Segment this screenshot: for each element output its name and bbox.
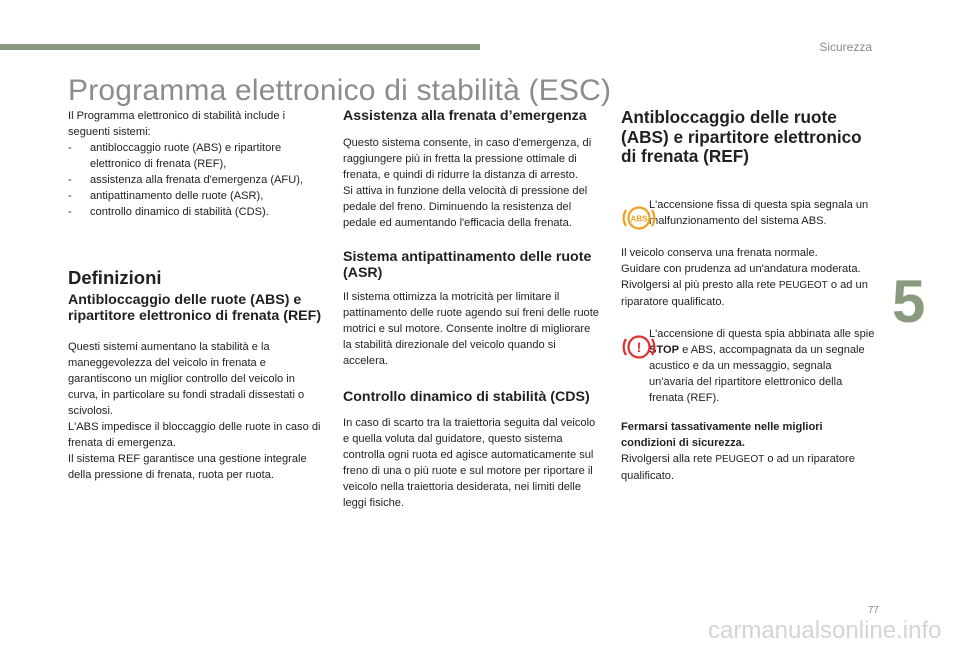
abs-lamp-row xyxy=(621,197,879,229)
normal-braking-text: Il veicolo conserva una frenata normale. xyxy=(621,246,818,259)
page-number: 77 xyxy=(867,605,879,616)
afu-heading: Assistenza alla frenata d’emergenza xyxy=(343,108,587,124)
ref-paragraph: Il sistema REF garantisce una gestione integrale della pressione di frenata, ruota per ruota. xyxy=(68,453,307,481)
list-item: - antipattinamento delle ruote (ASR), xyxy=(68,190,264,202)
cds-heading: Controllo dinamico di stabilità (CDS) xyxy=(343,389,590,405)
svg-text:ABS: ABS xyxy=(630,214,648,223)
list-item: - assistenza alla frenata d'emergenza (AFU), xyxy=(68,174,303,186)
afu-paragraph: Questo sistema consente, in caso d'emergenza, di raggiungere più in fretta la pressione ottimale di frenata, e quindi di ridurre la distanza di arresto. xyxy=(343,137,592,181)
definitions-heading: Definizioni xyxy=(68,267,162,288)
list-item: - antibloccaggio ruote (ABS) e ripartitore elettronico di frenata (REF), xyxy=(68,142,282,170)
page-title: Programma elettronico di stabilità (ESC) xyxy=(68,74,612,107)
cds-paragraph: In caso di scarto tra la traiettoria seguita dal veicolo e quella voluta dal guidatore, questo sistema controlla ogni ruota ed agisce automaticamente sul freno di una o più ruote e sul motore per riportare il veicolo nella traiettoria desiderata, nei limiti delle leggi fisiche. xyxy=(343,417,596,509)
afu-paragraph: Si attiva in funzione della velocità di pressione del pedale del freno. Diminuendo la resistenza del pedale ed aumentando l'efficacia della frenata. xyxy=(343,185,588,229)
chapter-number: 5 xyxy=(892,268,926,335)
abs-warning-lamp-icon xyxy=(621,201,657,235)
asr-heading: Sistema antipattinamento delle ruote (ASR) xyxy=(343,249,592,281)
abs-lamp-text: L'accensione fissa di questa spia segnala un malfunzionamento del sistema ABS. xyxy=(649,198,869,227)
list-item: - controllo dinamico di stabilità (CDS). xyxy=(68,206,269,218)
brand-name: PEUGEOT xyxy=(715,453,765,465)
alert-warning-lamp-icon xyxy=(621,330,657,364)
ref-lamp-text: L'accensione di questa spia abbinata alle spie STOP e ABS, accompagnata da un segnale acustico e da un messaggio, segnala un'avaria del ripartitore elettronico della frenata (REF). xyxy=(649,327,875,404)
contact-dealer-text: Rivolgersi alla rete PEUGEOT o ad un riparatore qualificato. xyxy=(621,452,855,482)
abs-paragraph: L'ABS impedisce il bloccaggio delle ruote in caso di frenata di emergenza. xyxy=(68,421,321,449)
contact-dealer-text: Rivolgersi al più presto alla rete PEUGEOT o ad un riparatore qualificato. xyxy=(621,278,868,308)
drive-carefully-text: Guidare con prudenza ad un'andatura moderata. xyxy=(621,262,861,275)
section-label: Sicurezza xyxy=(819,40,872,54)
column-3 xyxy=(621,108,879,484)
column-1 xyxy=(68,108,326,483)
abs-ref-heading: Antibloccaggio delle ruote (ABS) e ripartitore elettronico di frenata (REF) xyxy=(621,107,862,166)
systems-list xyxy=(68,140,326,220)
brand-name: PEUGEOT xyxy=(778,279,828,291)
svg-text:!: ! xyxy=(636,338,642,355)
alert-lamp-row xyxy=(621,326,879,406)
watermark: carmanualsonline.info xyxy=(708,617,942,644)
asr-paragraph: Il sistema ottimizza la motricità per limitare il pattinamento delle ruote agendo sui freni delle ruote motrici e sul motore. Consente inoltre di migliorare la stabilità direzionale del veicolo quando si accelera. xyxy=(343,291,599,367)
header-accent-bar xyxy=(0,44,480,50)
abs-paragraph: Questi sistemi aumentano la stabilità e la maneggevolezza del veicolo in frenata e garantiscono un miglior controllo del veicolo in curva, in particolare su fondi stradali dissestati o scivolosi. xyxy=(68,341,305,417)
stop-warning-text: Fermarsi tassativamente nelle migliori condizioni di sicurezza. xyxy=(621,420,823,449)
column-2 xyxy=(343,108,601,511)
abs-heading: Antibloccaggio delle ruote (ABS) e ripartitore elettronico di frenata (REF) xyxy=(68,292,322,324)
intro-text: Il Programma elettronico di stabilità include i seguenti sistemi: xyxy=(68,110,286,138)
